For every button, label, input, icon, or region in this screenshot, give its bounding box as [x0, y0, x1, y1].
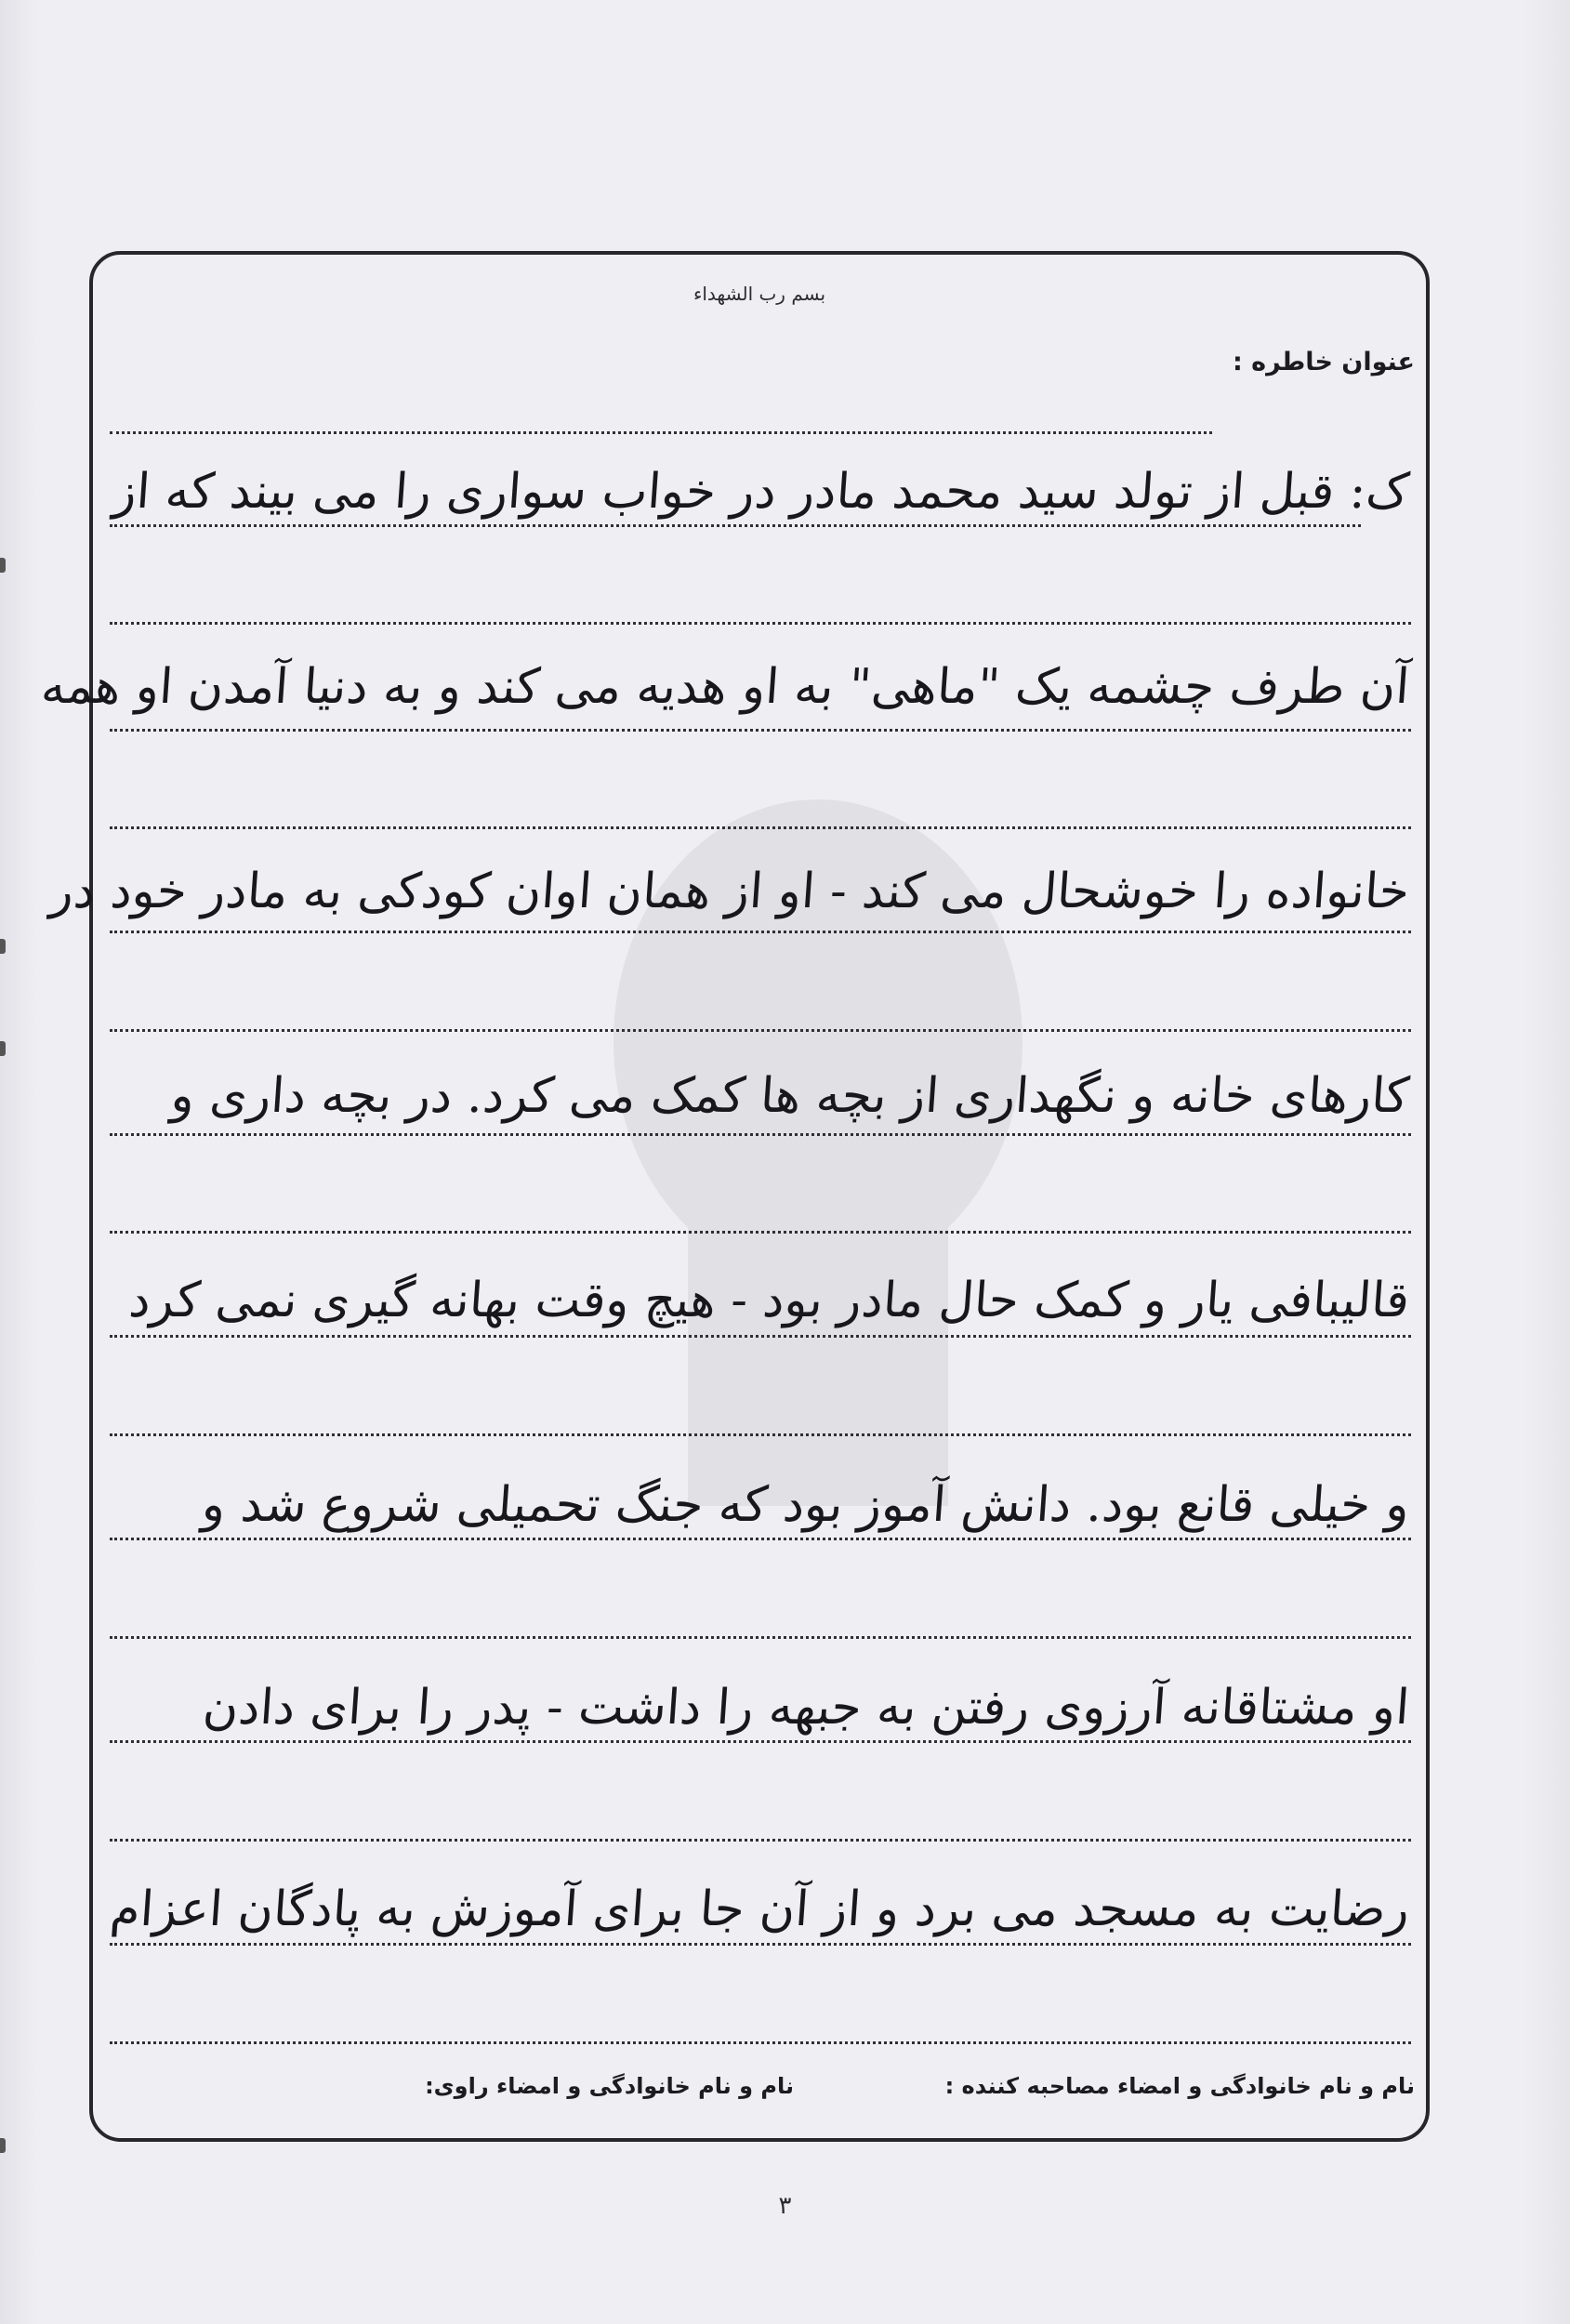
memoir-line-5: قالیبافی یار و کمک حال مادر بود - هیچ وقت بهانه گیری نمی کرد [126, 1273, 1412, 1328]
memoir-line-8: رضایت به مسجد می برد و از آن جا برای آموزش به پادگان اعزام [108, 1882, 1412, 1937]
title-dotted-line [110, 431, 1212, 434]
interviewer-signature-label: نام و نام خانوادگی و امضاء مصاحبه کننده : [944, 2073, 1415, 2099]
memoir-line-6: و خیلی قانع بود. دانش آموز بود که جنگ تحمیلی شروع شد و [200, 1477, 1412, 1533]
narrator-signature-label: نام و نام خانوادگی و امضاء راوی: [425, 2073, 794, 2099]
form-header: بسم رب الشهداء [693, 283, 826, 305]
memoir-form-frame [39, 251, 1430, 2142]
dotted-line [110, 2041, 1411, 2044]
dotted-line [110, 729, 1411, 732]
dotted-line [110, 826, 1411, 829]
dotted-line [110, 622, 1411, 625]
memoir-line-3: خانواده را خوشحال می کند - او از همان اوان کودکی به مادر خود در [48, 864, 1412, 919]
memoir-line-4: کارهای خانه و نگهداری از بچه ها کمک می کرد. در بچه داری و [169, 1068, 1412, 1124]
memoir-line-2: آن طرف چشمه یک "ماهی" به او هدیه می کند و به دنیا آمدن او همه [39, 659, 1412, 715]
dotted-line [110, 1636, 1411, 1639]
memoir-title-label: عنوان خاطره : [1232, 348, 1415, 376]
dotted-line [110, 1433, 1411, 1436]
dotted-line [110, 1029, 1411, 1032]
dotted-line [110, 1839, 1411, 1842]
memoir-line-1: ک: قبل از تولد سید محمد مادر در خواب سواری را می بیند که از [111, 464, 1412, 520]
dotted-line [110, 1231, 1411, 1234]
memoir-line-7: او مشتاقانه آرزوی رفتن به جبهه را داشت - پدر را برای دادن [201, 1680, 1412, 1736]
page-number: ۳ [778, 2192, 792, 2220]
